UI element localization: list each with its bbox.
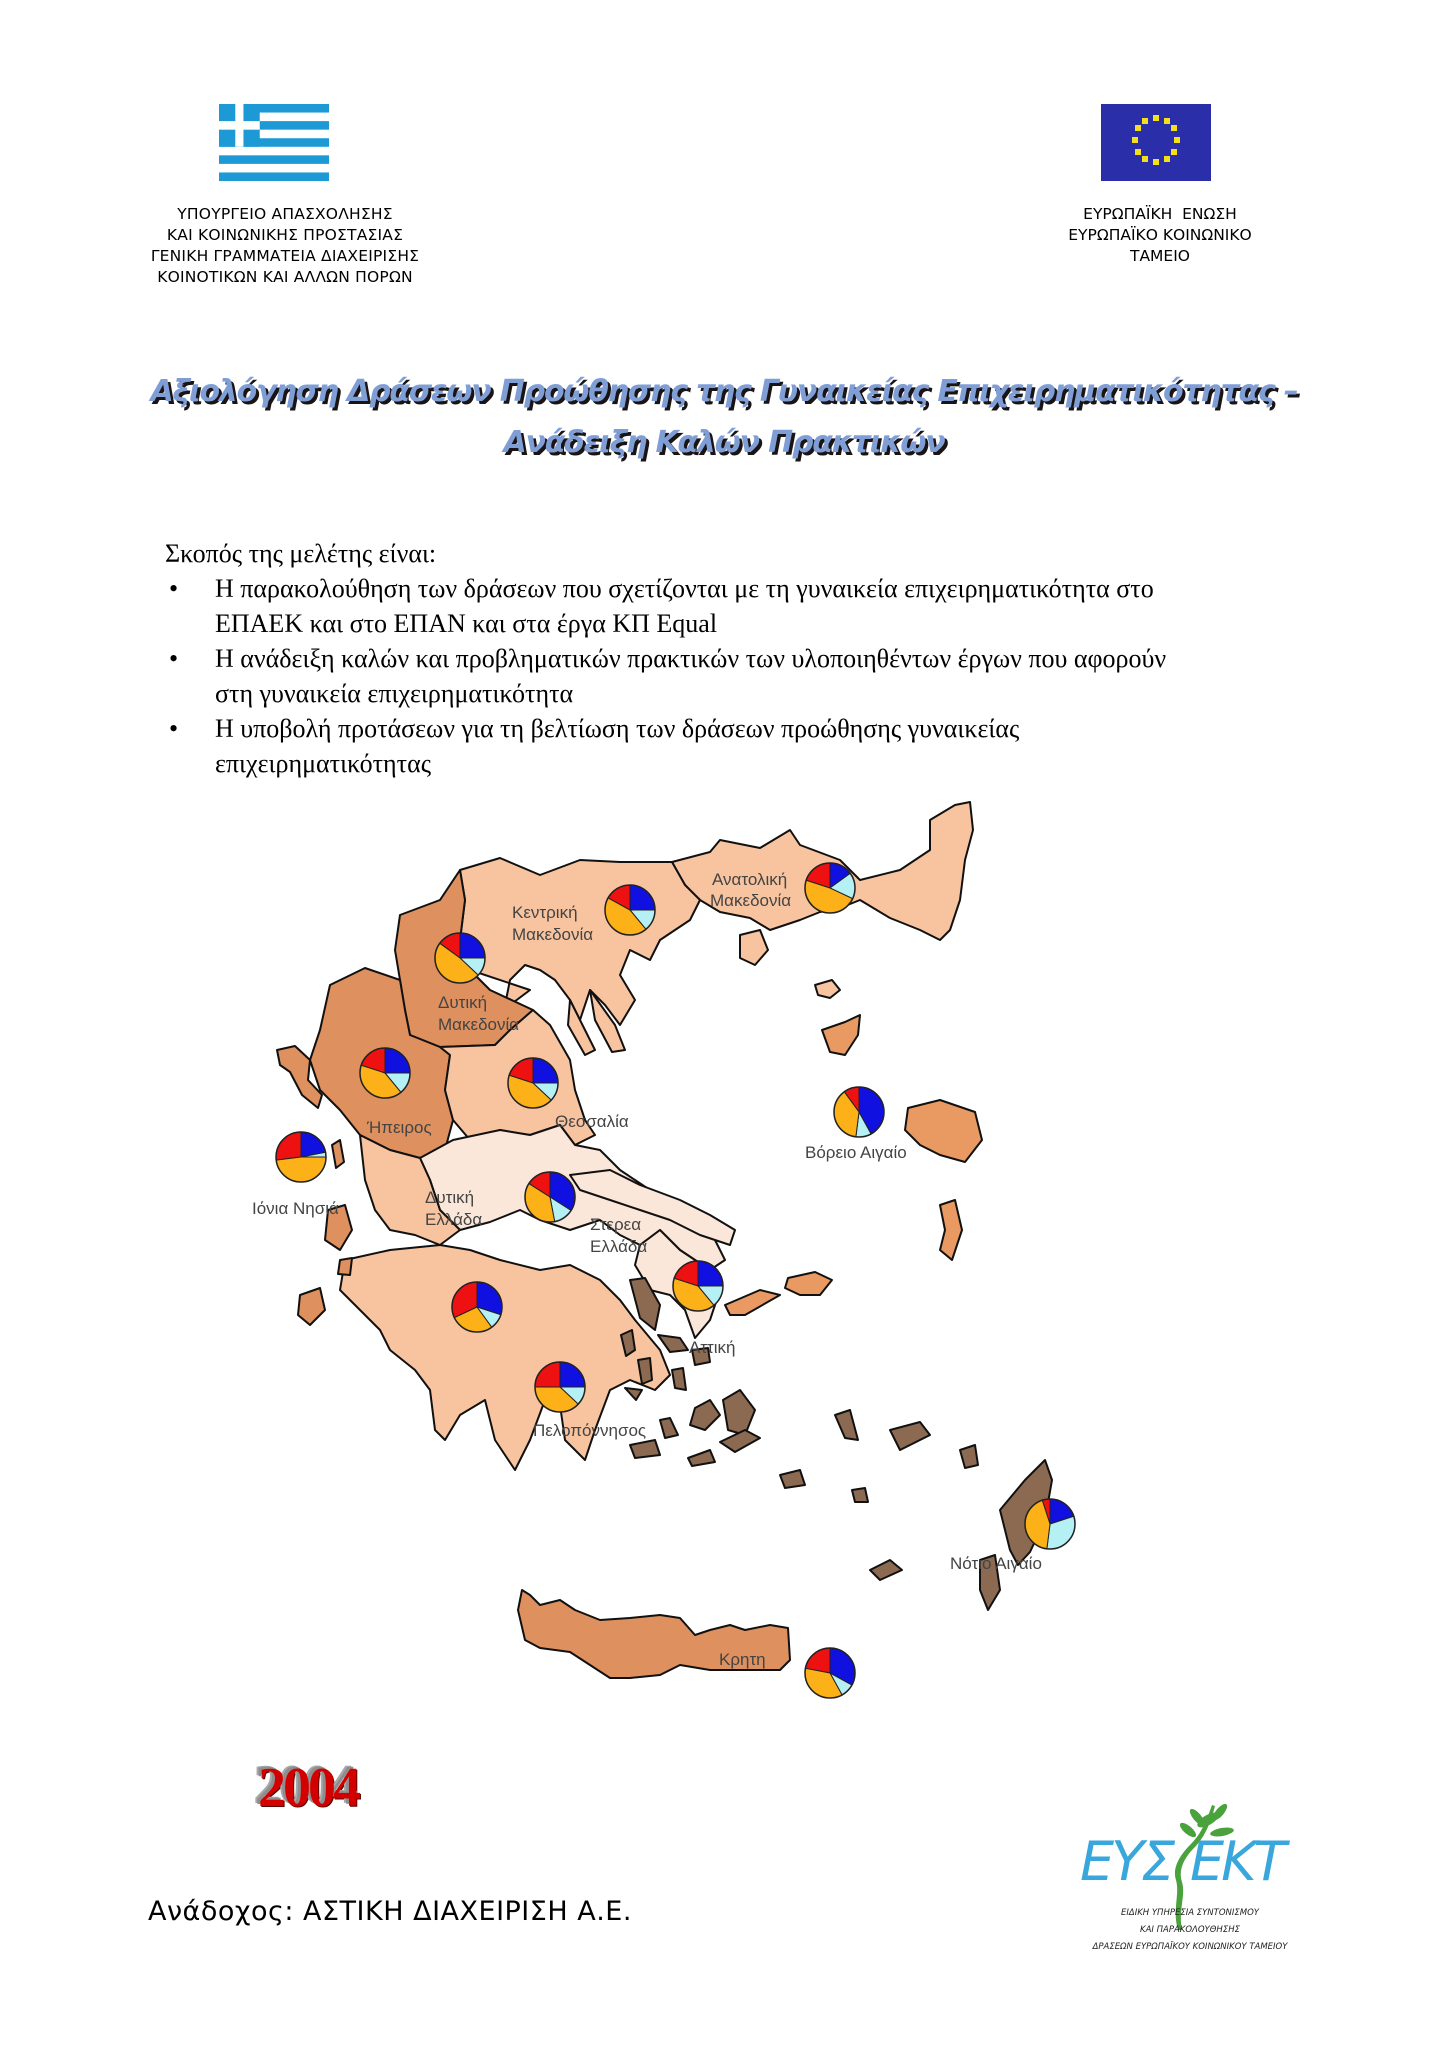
island-samos [785,1272,832,1295]
label-dytiki-ellada: Δυτική [425,1188,475,1207]
eu-flag-icon [1101,104,1211,181]
esfekt-subtitle [1060,1905,1320,1956]
pie-chart [508,1058,558,1108]
pie-chart [360,1048,410,1098]
bullet-icon: • [169,714,179,743]
pie-chart [673,1261,723,1311]
purpose-list [165,571,1345,781]
label-kentriki-makedonia-2: Μακεδονία [512,925,594,944]
pie-chart [834,1087,884,1137]
pie-slice [276,1132,301,1160]
eu-line: ΤΑΜΕΙΟ [1129,247,1190,265]
pie-chart [525,1172,575,1222]
label-anatoliki-makedonia: Ανατολική [712,870,788,889]
label-ipeiros: Ήπειρος [367,1118,432,1137]
label-kriti: Κρητη [719,1650,766,1669]
pie-chart [435,933,485,983]
label-anatoliki-makedonia-2: Μακεδονία [710,891,792,910]
pie-chart [452,1282,502,1332]
label-peloponnisos: Πελοπόννησος [533,1421,647,1440]
pie-slice [276,1157,326,1182]
label-dytiki-makedonia-2: Μακεδονία [438,1015,520,1034]
island-thasos [740,930,768,965]
purpose-text: Η ανάδειξη καλών και προβληματικών πρακτικών των υλοποιηθέντων έργων που αφορούν [215,644,1167,673]
pie-chart [805,863,855,913]
purpose-text: ΕΠΑΕΚ και στο ΕΠΑΝ και στα έργα ΚΠ Equal [215,609,718,638]
label-ionia-nisia: Ιόνια Νησιά [252,1199,339,1218]
year-label: 2004 [258,1757,358,1819]
pie-chart [535,1362,585,1412]
label-attiki: Αττική [689,1338,736,1357]
ministry-line: ΓΕΝΙΚΗ ΓΡΑΜΜΑΤΕΙΑ ΔΙΑΧΕΙΡΙΣΗΣ [150,247,420,265]
purpose-item [165,571,1345,641]
label-dytiki-makedonia: Δυτική [438,993,488,1012]
bullet-icon: • [169,644,179,673]
label-notio-aigaio: Νότιο Αιγαίο [950,1554,1042,1573]
esfekt-sub-line: ΕΙΔΙΚΗ ΥΠΗΡΕΣΙΑ ΣΥΝΤΟΝΙΣΜΟΥ [1121,1908,1259,1918]
label-sterea-ellada-2: Ελλάδα [590,1237,648,1256]
purpose-text: στη γυναικεία επιχειρηματικότητα [215,679,574,708]
pie-chart [605,885,655,935]
bullet-icon: • [169,574,179,603]
purpose-text: επιχειρηματικότητας [215,749,432,778]
purpose-item [165,711,1345,781]
document-title-line-1: Αξιολόγηση Δράσεων Προώθησης της Γυναικείας Επιχειρηματικότητας – [150,374,1298,409]
esfekt-wordmark: ΕΥΣ [1080,1830,1173,1893]
purpose-text: Η υποβολή προτάσεων για τη βελτίωση των δράσεων προώθησης γυναικείας [215,714,1020,743]
ministry-line: ΥΠΟΥΡΓΕΙΟ ΑΠΑΣΧΟΛΗΣΗΣ [177,205,393,223]
study-purpose-intro: Σκοπός της μελέτης είναι: [165,539,437,568]
esfekt-sub-line: ΔΡΑΣΕΩΝ ΕΥΡΩΠΑΪΚΟΥ ΚΟΙΝΩΝΙΚΟΥ ΤΑΜΕΙΟΥ [1092,1942,1288,1952]
esfekt-wordmark-2: ΕΚΤ [1190,1830,1284,1893]
greece-regions-map [240,790,1200,1720]
label-thessalia: Θεσσαλία [555,1112,629,1131]
purpose-item [165,641,1345,711]
pie-chart [276,1132,326,1182]
label-kentriki-makedonia: Κεντρική [512,903,578,922]
label-dytiki-ellada-2: Ελλάδα [425,1210,483,1229]
ministry-line: ΚΟΙΝΟΤΙΚΩΝ ΚΑΙ ΑΛΛΩΝ ΠΟΡΩΝ [157,268,413,286]
greek-flag-icon [219,104,329,181]
island-limnos [822,1015,860,1055]
eu-line: ΕΥΡΩΠΑΪΚΟ ΚΟΙΝΩΝΙΚΟ [1068,226,1252,244]
pie-chart [1025,1499,1075,1549]
ministry-line: ΚΑΙ ΚΟΙΝΩΝΙΚΗΣ ΠΡΟΣΤΑΣΙΑΣ [166,226,404,244]
document-title-line-2: Ανάδειξη Καλών Πρακτικών [503,425,945,460]
label-sterea-ellada: Στερεα [590,1215,642,1234]
label-voreio-aigaio: Βόρειο Αιγαίο [805,1143,907,1162]
pie-chart [805,1648,855,1698]
purpose-text: Η παρακολούθηση των δράσεων που σχετίζονται με τη γυναικεία επιχειρηματικότητα στο [215,574,1154,603]
eu-fund-text [1030,204,1290,267]
island-lesvos [905,1100,982,1162]
eu-line: ΕΥΡΩΠΑΪΚΗ ΕΝΩΣΗ [1083,205,1237,223]
esfekt-sub-line: ΚΑΙ ΠΑΡΑΚΟΛΟΥΘΗΣΗΣ [1140,1925,1240,1935]
ministry-text [100,204,470,288]
contractor-text: Ανάδοχος: ΑΣΤΙΚΗ ΔΙΑΧΕΙΡΙΣΗ Α.Ε. [148,1896,632,1927]
